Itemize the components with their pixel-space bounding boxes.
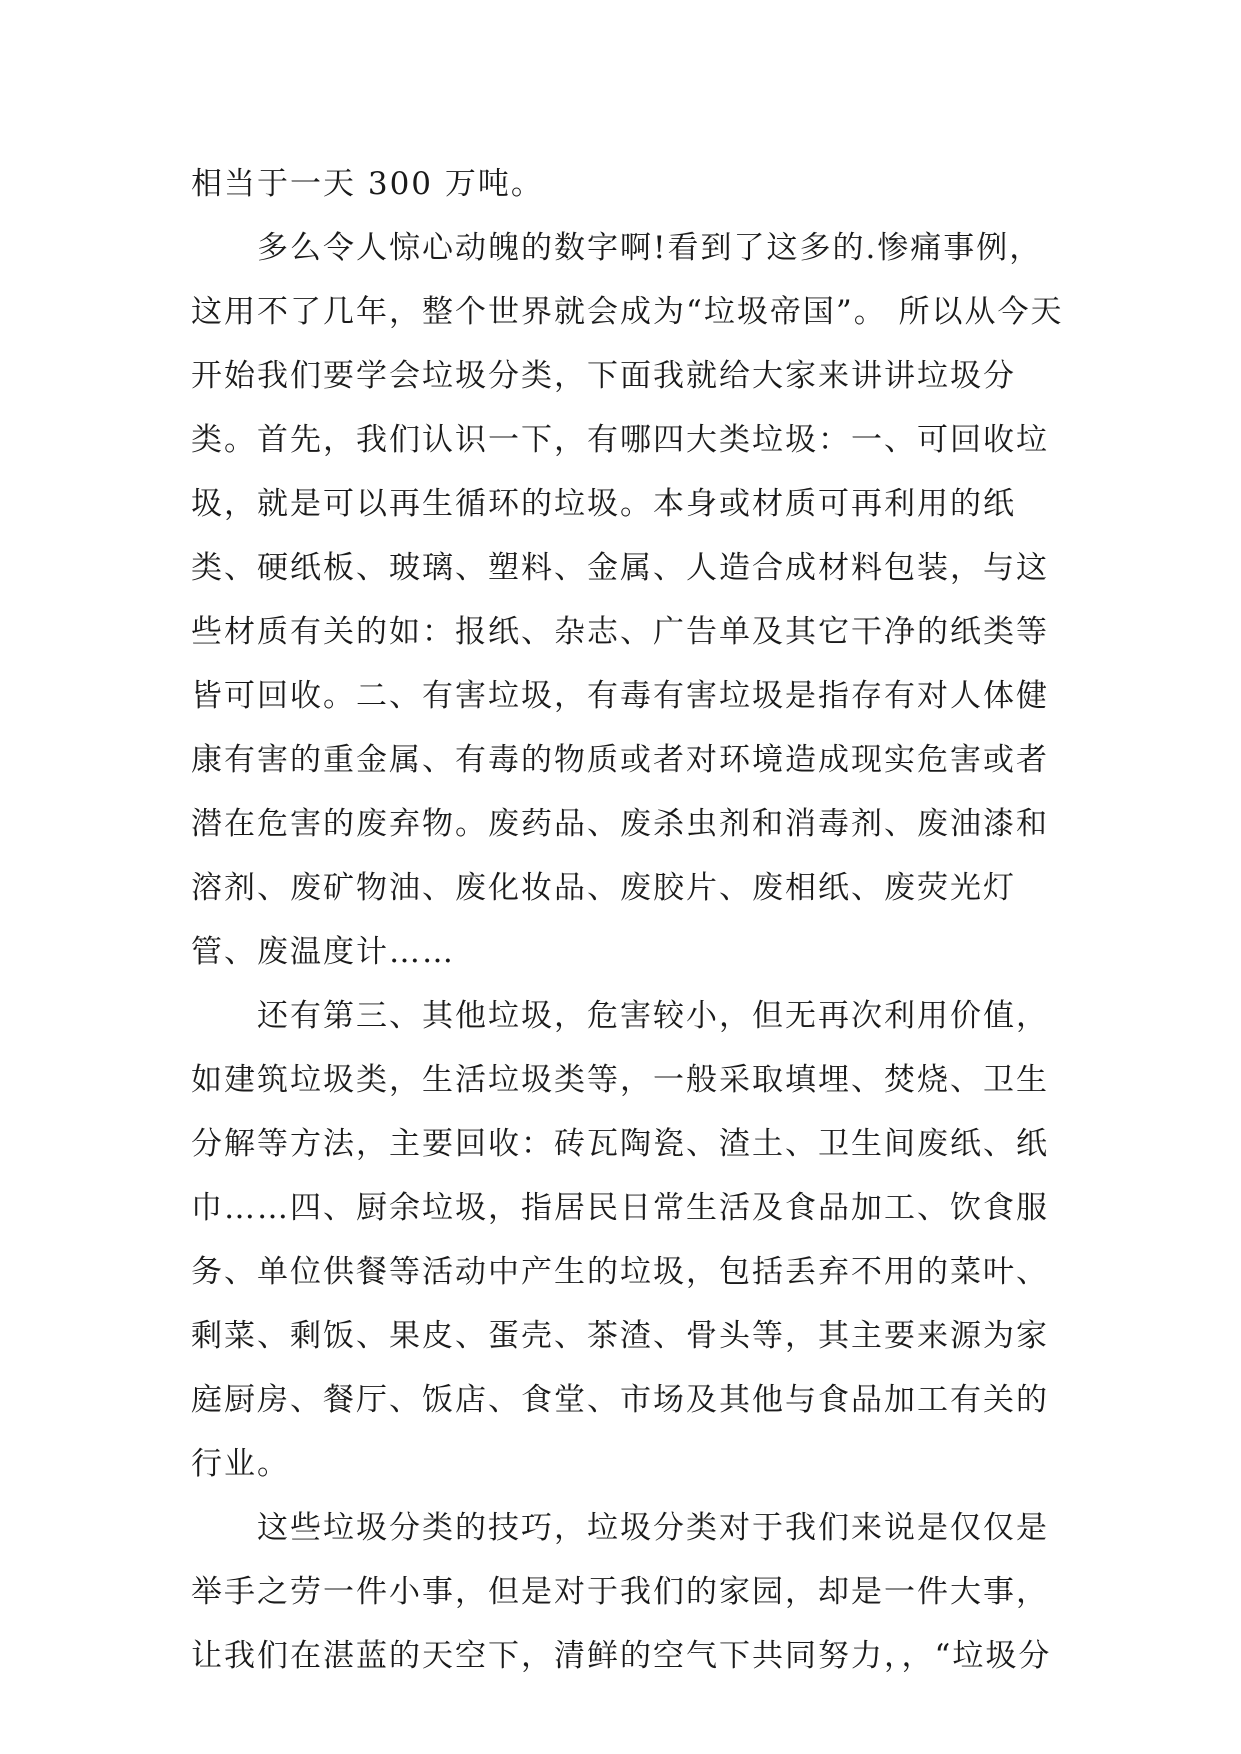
document-body: [191, 152, 1071, 1688]
paragraph-other-and-kitchen-waste: 还有第三、其他垃圾，危害较小，但无再次利用价值，如建筑垃圾类，生活垃圾类等，一般采取填埋、焚烧、卫生分解等方法，主要回收：砖瓦陶瓷、渣土、卫生间废纸、纸巾……四、厨余垃圾，指居民日常生活及食品加工、饮食服务、单位供餐等活动中产生的垃圾，包括丢弃不用的菜叶、剩菜、剩饭、果皮、蛋壳、茶渣、骨头等，其主要来源为家庭厨房、餐厅、饭店、食堂、市场及其他与食品加工有关的行业。: [191, 998, 1049, 1482]
paragraph-garbage-categories-intro: 多么令人惊心动魄的数字啊!看到了这多的.惨痛事例，这用不了几年，整个世界就会成为“垃圾帝国”。 所以从今天开始我们要学会垃圾分类，下面我就给大家来讲讲垃圾分类。首先，我们认识一下，有哪四大类垃圾：一、可回收垃圾，就是可以再生循环的垃圾。本身或材质可再利用的纸类、硬纸板、玻璃、塑料、金属、人造合成材料包装，与这些材质有关的如：报纸、杂志、广告单及其它干净的纸类等皆可回收。二、有害垃圾，有毒有害垃圾是指存有对人体健康有害的重金属、有毒的物质或者对环境造成现实危害或者潜在危害的废弃物。废药品、废杀虫剂和消毒剂、废油漆和溶剂、废矿物油、废化妆品、废胶片、废相纸、废荧光灯管、废温度计……: [191, 230, 1064, 970]
paragraph-continuation: 相当于一天 300 万吨。: [191, 166, 544, 202]
paragraph-conclusion: 这些垃圾分类的技巧，垃圾分类对于我们来说是仅仅是举手之劳一件小事，但是对于我们的家园，却是一件大事，让我们在湛蓝的天空下，清鲜的空气下共同努力，，“垃圾分: [191, 1510, 1052, 1674]
